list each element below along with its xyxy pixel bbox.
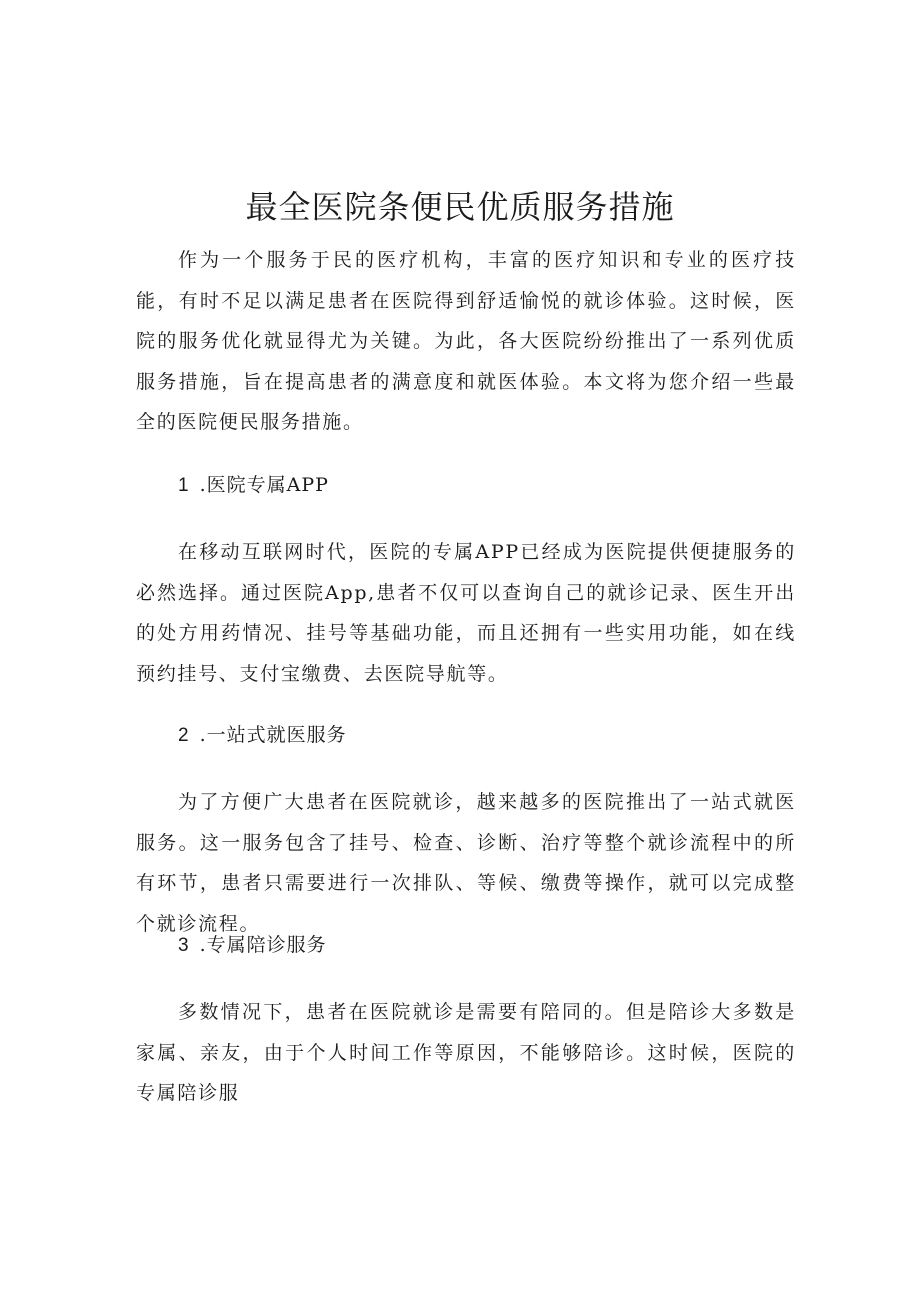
section-heading-2 <box>178 720 347 751</box>
section-number: 2 <box>178 725 190 746</box>
section-number: 3 <box>178 935 190 956</box>
section-title: .医院专属APP <box>199 474 329 496</box>
document-title: 最全医院条便民优质服务措施 <box>245 188 675 226</box>
section-heading-1 <box>178 470 329 501</box>
section-title: .一站式就医服务 <box>199 724 347 746</box>
section-body-3: 多数情况下，患者在医院就诊是需要有陪同的。但是陪诊大多数是家属、亲友，由于个人时间工作等原因，不能够陪诊。这时候，医院的专属陪诊服 <box>136 1001 796 1104</box>
section-number: 1 <box>178 475 190 496</box>
section-title: .专属陪诊服务 <box>199 934 327 956</box>
section-body-2: 为了方便广大患者在医院就诊，越来越多的医院推出了一站式就医服务。这一服务包含了挂号、检查、诊断、治疗等整个就诊流程中的所有环节，患者只需要进行一次排队、等候、缴费等操作，就可以完成整个就诊流程。 <box>136 791 796 935</box>
section-body-1: 在移动互联网时代，医院的专属APP已经成为医院提供便捷服务的必然选择。通过医院App,患者不仅可以查询自己的就诊记录、医生开出的处方用药情况、挂号等基础功能，而且还拥有一些实用功能，如在线预约挂号、支付宝缴费、去医院导航等。 <box>136 541 796 685</box>
intro-paragraph: 作为一个服务于民的医疗机构，丰富的医疗知识和专业的医疗技能，有时不足以满足患者在医院得到舒适愉悦的就诊体验。这时候，医院的服务优化就显得尤为关键。为此，各大医院纷纷推出了一系列优质服务措施，旨在提高患者的满意度和就医体验。本文将为您介绍一些最全的医院便民服务措施。 <box>136 249 796 433</box>
section-heading-3 <box>178 930 327 961</box>
